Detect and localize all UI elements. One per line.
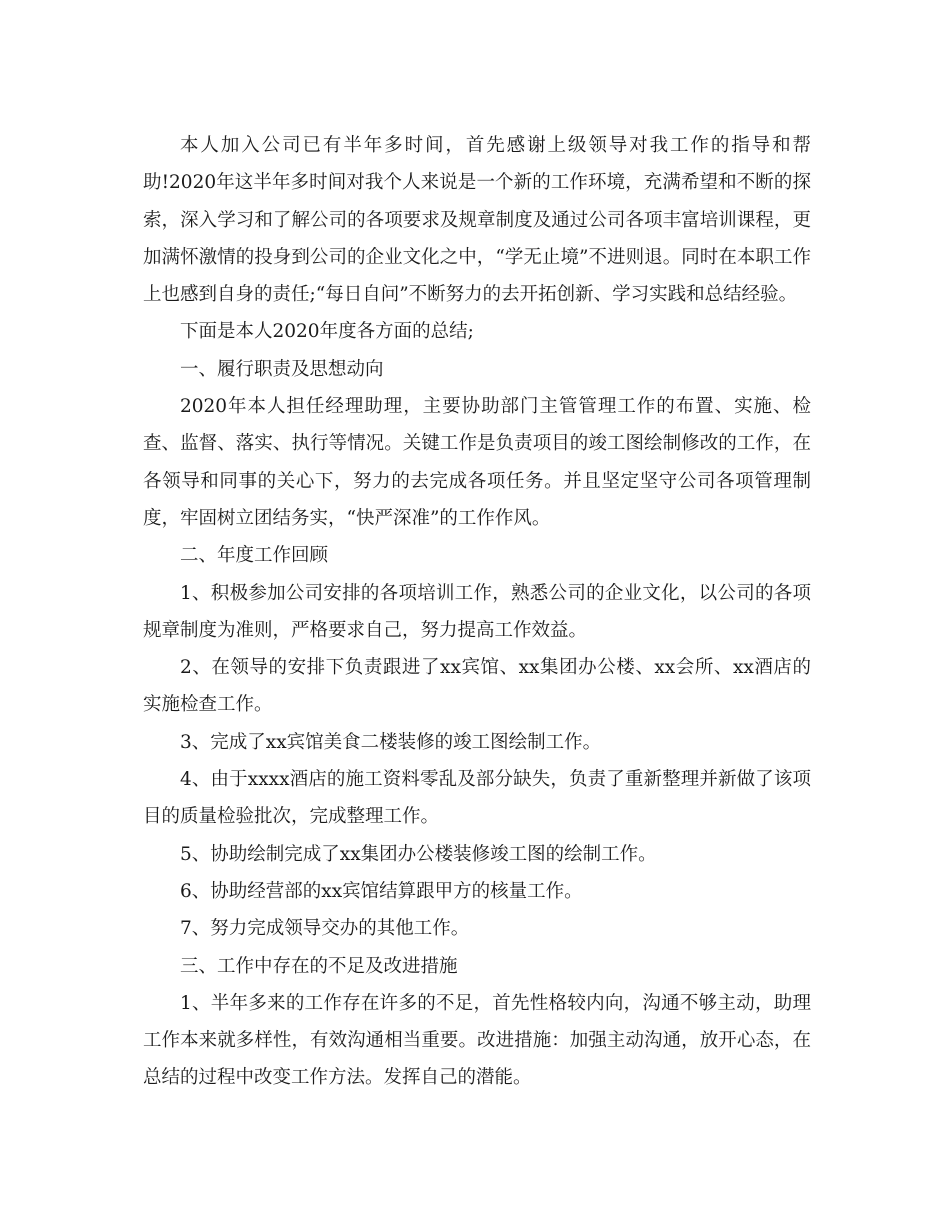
paragraph-duties: 2020年本人担任经理助理，主要协助部门主管管理工作的布置、实施、检查、监督、落实、执行等情况。关键工作是负责项目的竣工图绘制修改的工作，在各领导和同事的关心下，努力的去完成各项任务。并且坚定坚守公司各项管理制度，牢固树立团结务实，“快严深准”的工作作风。 bbox=[143, 396, 811, 529]
paragraph-summary-lead: 下面是本人2020年度各方面的总结; bbox=[180, 321, 474, 343]
section-heading-review: 二、年度工作回顾 bbox=[180, 545, 329, 567]
improvement-item-1: 1、半年多来的工作存在许多的不足，首先性格较内向，沟通不够主动，助理工作本来就多样性，有效沟通相当重要。改进措施：加强主动沟通，放开心态，在总结的过程中改变工作方法。发挥自己的潜能。 bbox=[143, 992, 811, 1089]
list-item-6: 6、协助经营部的xx宾馆结算跟甲方的核量工作。 bbox=[180, 880, 583, 902]
list-item-2: 2、在领导的安排下负责跟进了xx宾馆、xx集团办公楼、xx会所、xx酒店的实施检查工作。 bbox=[143, 657, 811, 716]
section-heading-duties: 一、履行职责及思想动向 bbox=[180, 358, 384, 380]
list-item-4: 4、由于xxxx酒店的施工资料零乱及部分缺失，负责了重新整理并新做了该项目的质量检验批次，完成整理工作。 bbox=[143, 769, 811, 828]
list-item-5: 5、协助绘制完成了xx集团办公楼装修竣工图的绘制工作。 bbox=[180, 843, 657, 865]
paragraph-intro: 本人加入公司已有半年多时间，首先感谢上级领导对我工作的指导和帮助!2020年这半年多时间对我个人来说是一个新的工作环境，充满希望和不断的探索，深入学习和了解公司的各项要求及规章制度及通过公司各项丰富培训课程，更加满怀激情的投身到公司的企业文化之中，“学无止境”不进则退。同时在本职工作上也感到自身的责任;“每日自问”不断努力的去开拓创新、学习实践和总结经验。 bbox=[143, 135, 811, 306]
section-heading-improvement: 三、工作中存在的不足及改进措施 bbox=[180, 955, 458, 977]
list-item-7: 7、努力完成领导交办的其他工作。 bbox=[180, 918, 470, 940]
document-body bbox=[143, 127, 811, 1097]
list-item-1: 1、积极参加公司安排的各项培训工作，熟悉公司的企业文化，以公司的各项规章制度为准则，严格要求自己，努力提高工作效益。 bbox=[143, 582, 811, 641]
list-item-3: 3、完成了xx宾馆美食二楼装修的竣工图绘制工作。 bbox=[180, 731, 602, 753]
